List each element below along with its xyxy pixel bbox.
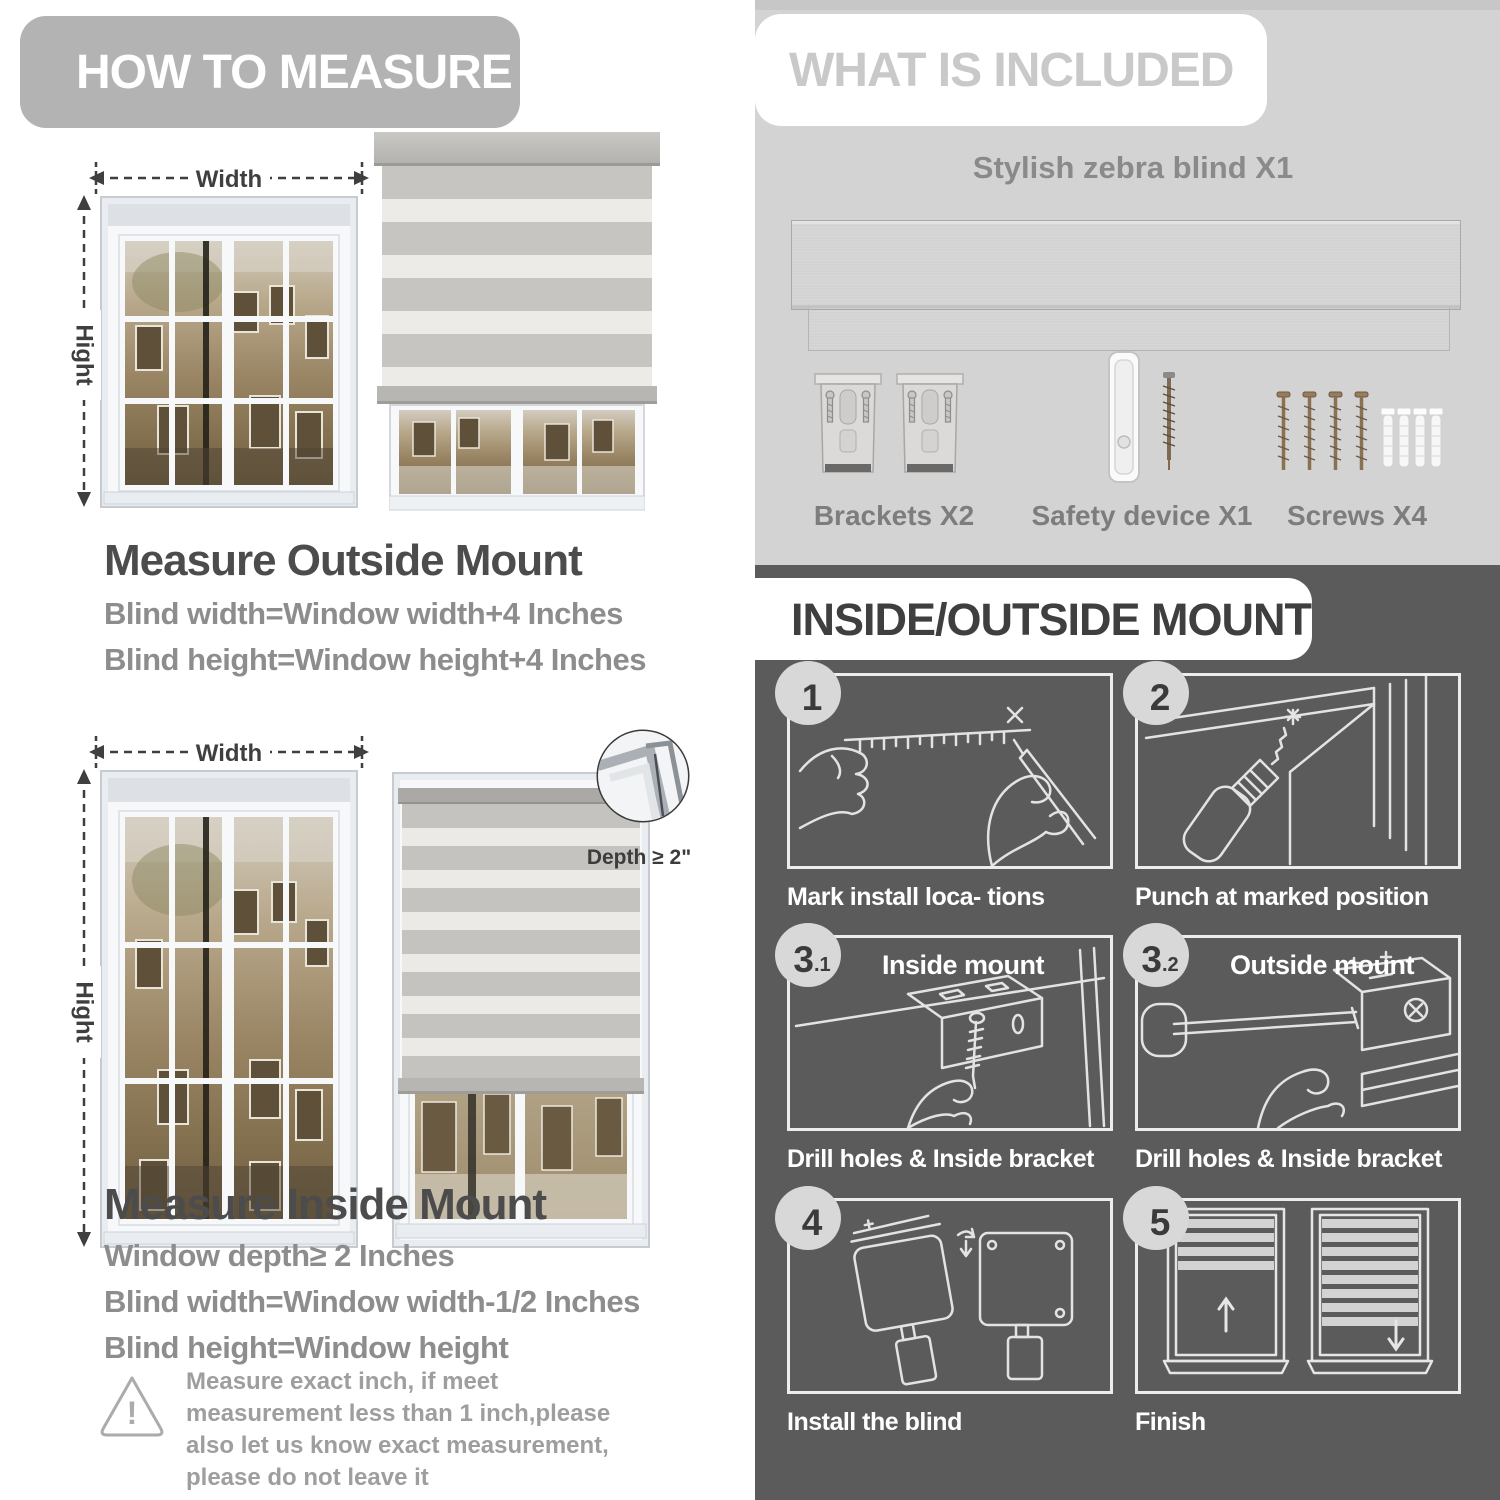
step-subnumber: .1 [813,954,831,976]
step-caption-3-2: Drill holes & Inside bracket [1135,1145,1442,1173]
step-title-3-2: Outside mount [1230,950,1414,980]
depth-callout-circle [588,724,698,834]
stylish-zebra-blind-label: Stylish zebra blind X1 [972,150,1294,185]
screws-icon [1273,382,1445,490]
step-number: 3 [793,938,814,980]
warning-triangle-icon [95,1372,169,1442]
step-caption-1: Mark install loca- tions [787,883,1045,911]
step-subnumber: .2 [1161,954,1179,976]
inside-mount-line-3: Blind height=Window height [104,1330,509,1365]
safety-device-icon [1091,348,1201,490]
height-measure-arrow-outside [62,192,102,510]
zebra-blind-fabric-edge-image [808,308,1450,351]
outside-mount-title: Measure Outside Mount [104,536,582,585]
blind-cassette [374,132,660,166]
step-number: 3 [1141,938,1162,980]
zebra-blind-partially-open-figure [392,772,650,1248]
width-measure-arrow-inside [86,732,372,772]
width-label-outside: Width [195,166,263,193]
safety-device-label: Safety device X1 [1031,500,1253,531]
section-top-strip [755,0,1500,10]
step-caption-3-1: Drill holes & Inside bracket [787,1145,1094,1173]
step-number: 5 [1149,1201,1171,1243]
zebra-blind-closed-figure [374,132,660,512]
bracket-icon [895,368,965,493]
step-title-3-1: Inside mount [882,950,1044,980]
window-photo-outside-mount [100,196,358,508]
depth-label: Depth ≥ 2" [586,846,692,869]
step-number: 2 [1149,676,1171,718]
height-label-inside: Hight [70,981,98,1043]
outside-mount-line-2: Blind height=Window height+4 Inches [104,642,646,677]
screws-label: Screws X4 [1286,500,1428,531]
step-caption-2: Punch at marked position [1135,883,1429,911]
wall-anchor [1381,408,1395,467]
screw [1277,392,1290,470]
step-number: 1 [801,676,823,718]
inside-outside-mount-header [755,578,1312,660]
window-below-blind [389,404,645,512]
inside-outside-mount-section [755,565,1500,1500]
measurement-warning-text: Measure exact inch, if meet measurement less than 1 inch,please also let us know exact measurement, please do not leave it [186,1368,611,1492]
outside-mount-line-1: Blind width=Window width+4 Inches [104,596,623,631]
height-measure-arrow-inside [62,766,102,1250]
zebra-blind-headrail-image [791,220,1461,310]
how-to-measure-label: HOW TO MEASURE [76,46,512,99]
blind-bottom-rail [377,386,657,404]
step-number-badge-3-2 [1123,923,1189,987]
blind-stripes [382,166,652,386]
what-is-included-header [755,14,1267,126]
how-to-measure-header [20,16,520,128]
step-number-badge-5 [1123,1186,1189,1250]
window-photo-inside-mount [100,770,358,1248]
step-number-badge-2 [1123,661,1189,725]
frame-corner-detail [596,729,690,823]
blind-bottom-rail [398,1078,644,1094]
bracket-icon [813,368,883,493]
step-number-badge-3-1 [775,923,841,987]
step-number: 4 [801,1201,823,1243]
step-number-badge-1 [775,661,841,725]
inside-mount-line-2: Blind width=Window width-1/2 Inches [104,1284,640,1319]
blind-stripes-graphic [1178,1219,1418,1326]
what-is-included-section [755,0,1500,565]
inside-outside-mount-label: INSIDE/OUTSIDE MOUNT [791,594,1312,645]
what-is-included-label: WHAT IS INCLUDED [789,44,1234,97]
inside-mount-title: Measure Inside Mount [104,1180,547,1229]
step-number-badge-4 [775,1186,841,1250]
width-measure-arrow-outside [86,158,372,198]
height-label-outside: Hight [70,324,98,386]
inside-mount-line-1: Window depth≥ 2 Inches [104,1238,455,1273]
svg-text:!: ! [126,1395,138,1431]
step-caption-4: Install the blind [787,1408,962,1436]
brackets-label: Brackets X2 [813,500,975,531]
width-label-inside: Width [195,740,263,767]
step-caption-5: Finish [1135,1408,1206,1436]
